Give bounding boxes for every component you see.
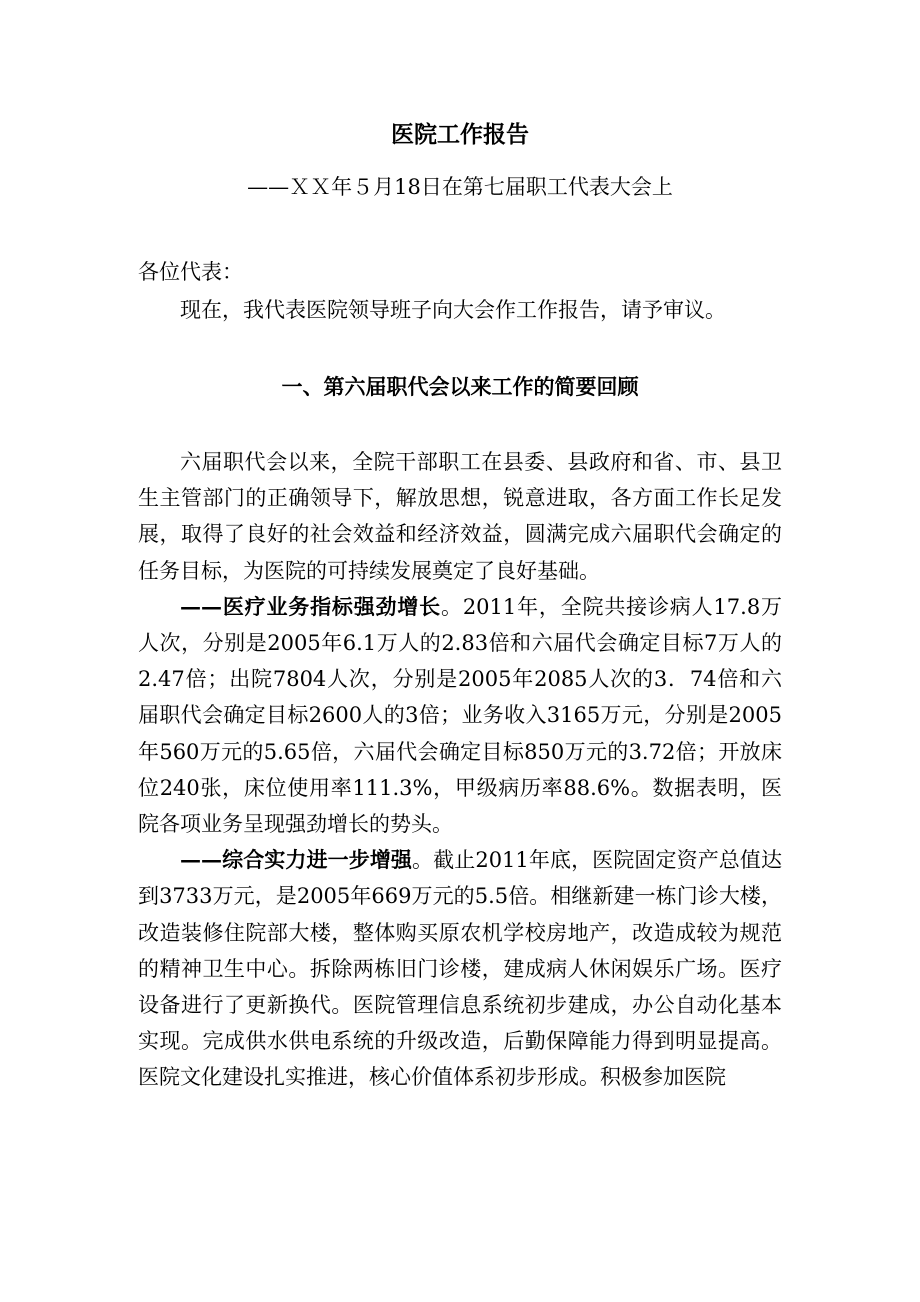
body-paragraph	[138, 444, 782, 589]
paragraph-text: 六届职代会以来，全院干部职工在县委、县政府和省、市、县卫生主管部门的正确领导下，解放思想，锐意进取，各方面工作长足发展，取得了良好的社会效益和经济效益，圆满完成六届职代会确定的任务目标，为医院的可持续发展奠定了良好基础。	[138, 450, 782, 583]
paragraph-text: 。截止2011年底，医院固定资产总值达到3733万元，是2005年669万元的5.5倍。相继新建一栋门诊大楼，改造装修住院部大楼，整体购买原农机学校房地产，改造成较为规范的精神卫生中心。拆除两栋旧门诊楼，建成病人休闲娱乐广场。医疗设备进行了更新换代。医院管理信息系统初步建成，办公自动化基本实现。完成供水供电系统的升级改造，后勤保障能力得到明显提高。医院文化建设扎实推进，核心价值体系初步形成。积极参加医院	[138, 848, 783, 1090]
paragraph-lead: ——综合实力进一步增强	[180, 847, 413, 873]
section-heading: 一、第六届职代会以来工作的简要回顾	[281, 374, 639, 399]
paragraph-text: 。2011年，全院共接诊病人17.8万人次，分别是2005年6.1万人的2.83倍和六届代会确定目标7万人的2.47倍；出院7804人次，分别是2005年2085人次的3．74倍和六届职代会确定目标2600人的3倍；业务收入3165万元，分别是2005年560万元的5.65倍，六届代会确定目标850万元的3.72倍；开放床位240张，床位使用率111.3%，甲级病历率88.6%。数据表明，医院各项业务呈现强劲增长的势头。	[138, 594, 783, 837]
salutation: 各位代表：	[138, 260, 243, 284]
document-title: 医院工作报告	[391, 121, 529, 148]
body-paragraph	[138, 589, 782, 842]
paragraph-lead: ——医疗业务指标强劲增长	[180, 593, 441, 619]
intro-paragraph: 现在，我代表医院领导班子向大会作工作报告，请予审议。	[180, 298, 726, 322]
body-paragraph	[138, 842, 782, 1095]
document-subtitle: ——ＸＸ年５月18日在第七届职工代表大会上	[247, 175, 673, 199]
body-text	[138, 444, 782, 1096]
